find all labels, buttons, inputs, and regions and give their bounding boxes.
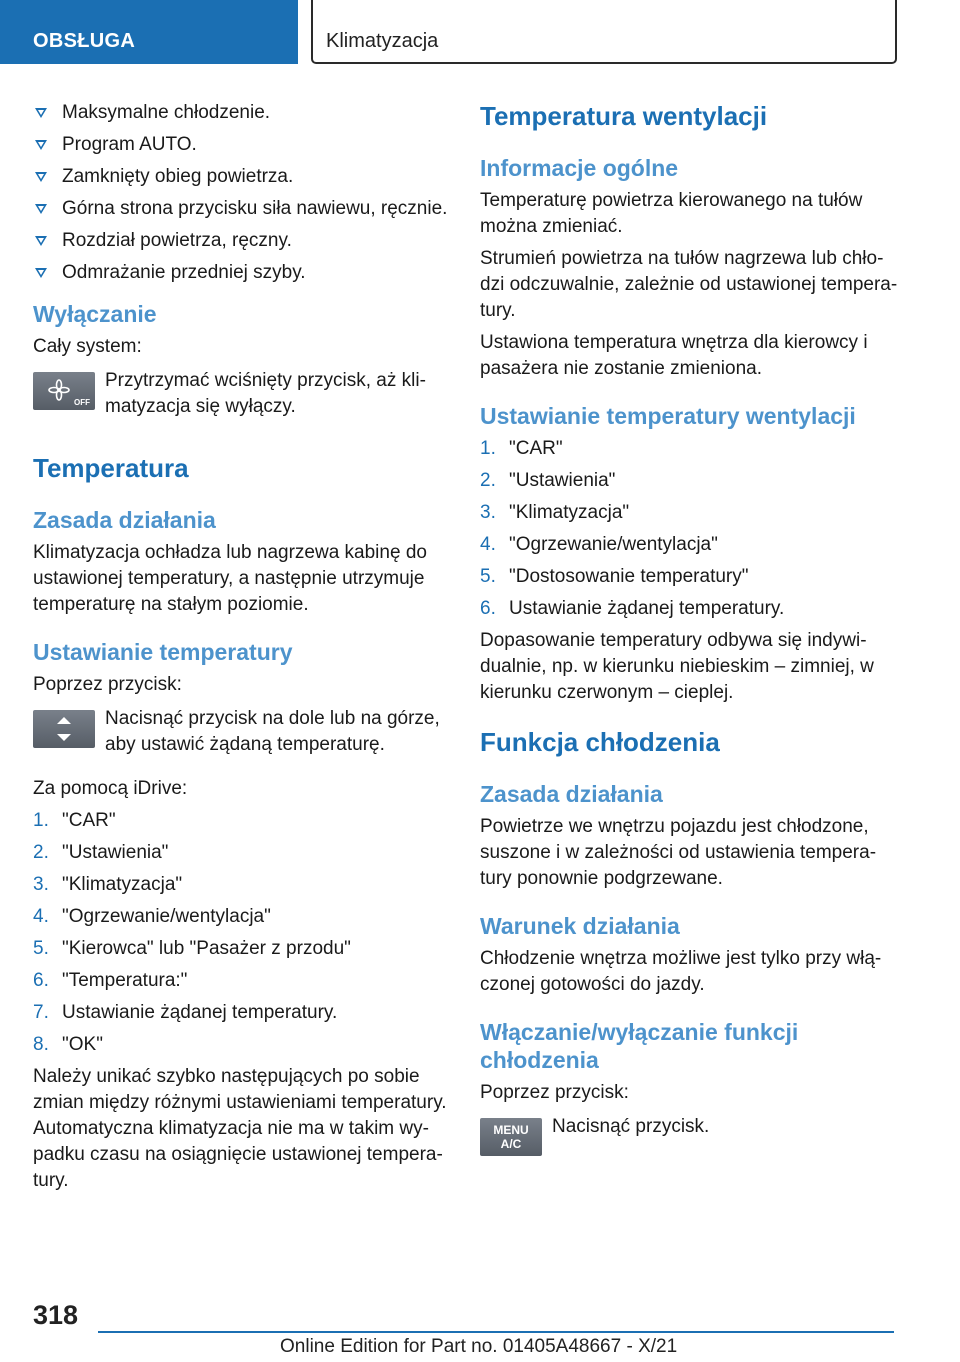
list-item: 6. Ustawianie żądanej temperatury. bbox=[480, 598, 785, 619]
feature-bullet-list bbox=[33, 100, 449, 286]
left-column bbox=[33, 100, 449, 1200]
cooling-condition-text: Chłodzenie wnętrza możliwe jest tylko przy włą-czonej gotowości do jazdy. bbox=[480, 948, 882, 995]
off-label: OFF bbox=[74, 398, 90, 407]
cooling-heading: Funkcja chłodzenia bbox=[480, 727, 720, 757]
page-number: 318 bbox=[33, 1300, 79, 1330]
temperature-setting-heading: Ustawianie temperatury bbox=[33, 639, 293, 665]
vent-heading: Temperatura wentylacji bbox=[480, 101, 768, 131]
edition-text: Online Edition for Part no. 01405A48667 - X/21 bbox=[280, 1336, 678, 1357]
chapter-tab bbox=[311, 0, 897, 64]
section-title: OBSŁUGA bbox=[33, 30, 136, 52]
footer-divider bbox=[98, 1331, 894, 1333]
list-item: 4. "Ogrzewanie/wentylacja" bbox=[480, 534, 718, 555]
list-item: Maksymalne chłodzenie. bbox=[33, 100, 449, 126]
cooling-via-button: Poprzez przycisk: bbox=[480, 1082, 629, 1103]
via-button-label: Poprzez przycisk: bbox=[33, 674, 182, 695]
general-info-heading: Informacje ogólne bbox=[480, 155, 679, 181]
list-item: Zamknięty obieg powietrza. bbox=[33, 164, 449, 190]
off-instruction bbox=[33, 368, 449, 424]
general-info-p3: Ustawiona temperatura wnętrza dla kierowcy i pasażera nie zostanie zmieniona. bbox=[480, 332, 868, 379]
principle-heading: Zasada działania bbox=[33, 507, 216, 533]
temperature-heading: Temperatura bbox=[33, 453, 189, 483]
up-down-arrows-icon bbox=[33, 710, 95, 748]
chapter-title: Klimatyzacja bbox=[326, 30, 439, 52]
list-item: Odmrażanie przedniej szyby. bbox=[33, 260, 449, 286]
menu-label: MENU bbox=[493, 1123, 529, 1137]
triangle-bullet-icon bbox=[35, 204, 47, 214]
triangle-bullet-icon bbox=[35, 108, 47, 118]
list-item: 2. "Ustawienia" bbox=[480, 470, 616, 491]
cooling-principle-text: Powietrze we wnętrzu pojazdu jest chłodzone, suszone i w zależności od ustawienia tempera-tury ponownie podgrzewane. bbox=[480, 816, 877, 889]
triangle-bullet-icon bbox=[35, 236, 47, 246]
list-item: 5. "Kierowca" lub "Pasażer z przodu" bbox=[33, 938, 351, 959]
list-item: 3. "Klimatyzacja" bbox=[480, 502, 630, 523]
list-item: 1. "CAR" bbox=[480, 438, 563, 459]
off-button-text: Przytrzymać wciśnięty przycisk, aż kli-matyzacja się wyłączy. bbox=[105, 370, 426, 417]
vent-steps bbox=[480, 436, 900, 622]
vent-note: Dopasowanie temperatury odbywa się indywi-dualnie, np. w kierunku niebieskim – zimniej, w kierunku czerwonym – cieplej. bbox=[480, 630, 874, 703]
right-column bbox=[480, 100, 900, 1184]
temperature-note: Należy unikać szybko następujących po sobie zmian między różnymi ustawieniami temperatury. Automatyczna klimatyzacja nie ma w takim wy-padku czasu na osiągnięcie ustawionej tempera-tury. bbox=[33, 1066, 447, 1191]
ac-label: A/C bbox=[500, 1137, 522, 1151]
via-idrive-label: Za pomocą iDrive: bbox=[33, 778, 188, 799]
list-item: Program AUTO. bbox=[33, 132, 449, 158]
list-item: Górna strona przycisku siła nawiewu, ręcznie. bbox=[33, 196, 449, 222]
temperature-button-instruction bbox=[33, 706, 449, 762]
general-info-p2: Strumień powietrza na tułów nagrzewa lub chło-dzi odczuwalnie, zależnie od ustawionej tempera-tury. bbox=[480, 248, 898, 321]
menu-ac-icon bbox=[480, 1118, 542, 1156]
general-info-p1: Temperaturę powietrza kierowanego na tułów można zmieniać. bbox=[480, 190, 863, 237]
vent-setting-heading: Ustawianie temperatury wentylacji bbox=[480, 403, 856, 429]
list-item: 4. "Ogrzewanie/wentylacja" bbox=[33, 906, 271, 927]
list-item: 7. Ustawianie żądanej temperatury. bbox=[33, 1002, 338, 1023]
cooling-principle-heading: Zasada działania bbox=[480, 781, 663, 807]
list-item: 8. "OK" bbox=[33, 1034, 103, 1055]
list-item: 5. "Dostosowanie temperatury" bbox=[480, 566, 749, 587]
list-item: 1. "CAR" bbox=[33, 810, 116, 831]
temperature-button-text: Nacisnąć przycisk na dole lub na górze, aby ustawić żądaną temperaturę. bbox=[105, 708, 440, 755]
triangle-bullet-icon bbox=[35, 268, 47, 278]
off-intro: Cały system: bbox=[33, 336, 142, 357]
list-item: 6. "Temperatura:" bbox=[33, 970, 188, 991]
cooling-button-text: Nacisnąć przycisk. bbox=[552, 1116, 710, 1137]
idrive-steps bbox=[33, 808, 449, 1058]
cooling-button-instruction bbox=[480, 1114, 900, 1170]
triangle-bullet-icon bbox=[35, 172, 47, 182]
list-item: Rozdział powietrza, ręczny. bbox=[33, 228, 449, 254]
list-item: 2. "Ustawienia" bbox=[33, 842, 169, 863]
off-heading: Wyłączanie bbox=[33, 301, 157, 327]
list-item: 3. "Klimatyzacja" bbox=[33, 874, 183, 895]
cooling-condition-heading: Warunek działania bbox=[480, 913, 680, 939]
fan-off-icon bbox=[33, 372, 95, 410]
principle-text: Klimatyzacja ochładza lub nagrzewa kabinę do ustawionej temperatury, a następnie utrzymuje temperaturę na stałym poziomie. bbox=[33, 542, 427, 615]
triangle-bullet-icon bbox=[35, 140, 47, 150]
section-tab bbox=[0, 0, 298, 64]
cooling-onoff-heading: Włączanie/wyłączanie funkcji chłodzenia bbox=[480, 1019, 799, 1073]
